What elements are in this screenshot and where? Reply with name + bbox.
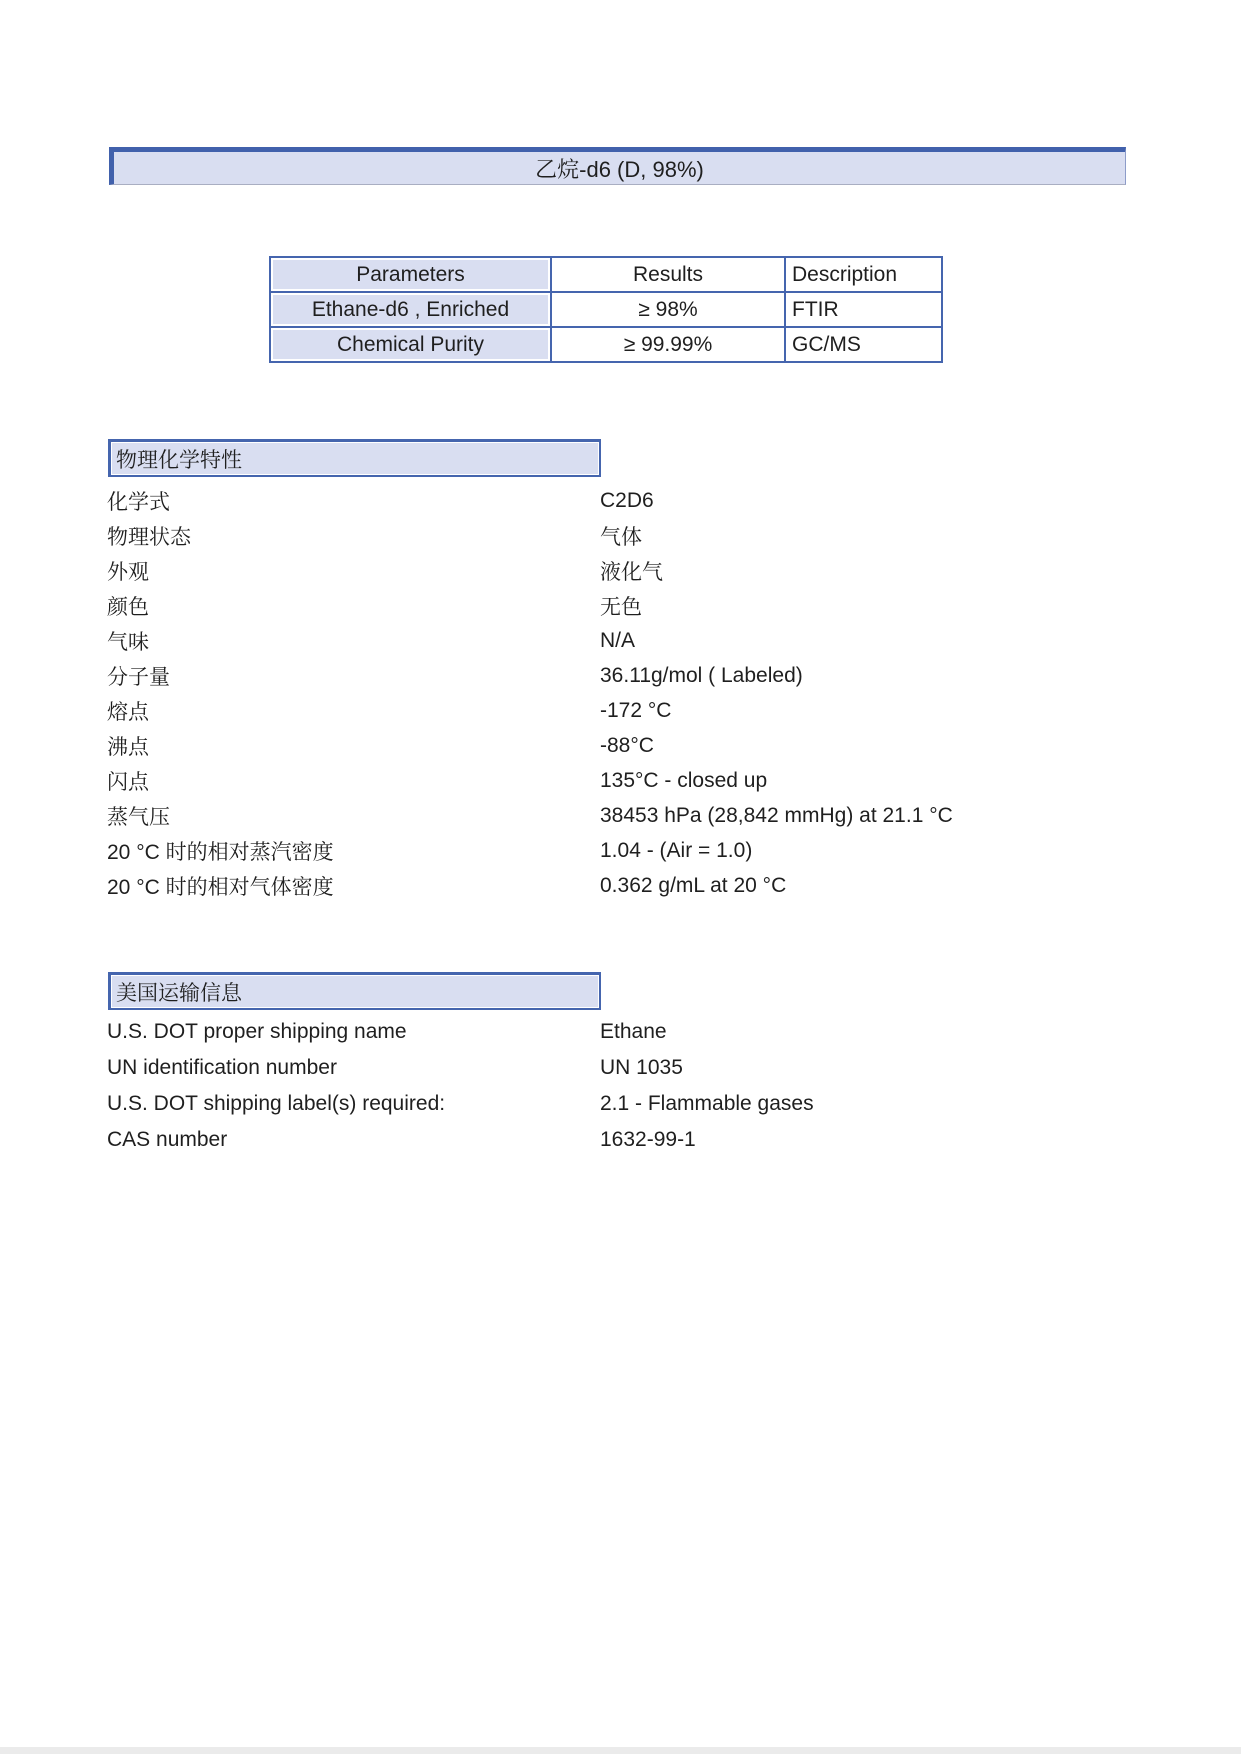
property-value: 无色 xyxy=(600,595,642,619)
property-value: UN 1035 xyxy=(600,1056,683,1079)
property-label: CAS number xyxy=(107,1128,228,1151)
property-label: 化学式 xyxy=(107,490,170,514)
section-header-physical-chemical xyxy=(108,439,601,477)
property-value: 气体 xyxy=(600,525,642,549)
property-value: Ethane xyxy=(600,1020,667,1043)
qc-header-row xyxy=(270,257,942,292)
section-header-us-transport xyxy=(108,972,601,1010)
table-row xyxy=(270,327,942,362)
property-row xyxy=(107,483,1137,518)
property-value: 1.04 - (Air = 1.0) xyxy=(600,838,753,862)
property-label: U.S. DOT proper shipping name xyxy=(107,1020,407,1043)
qc-header-parameters: Parameters xyxy=(270,257,551,292)
property-label: U.S. DOT shipping label(s) required: xyxy=(107,1092,446,1115)
property-row xyxy=(107,833,1137,868)
property-label: 物理状态 xyxy=(107,525,191,549)
property-label: 外观 xyxy=(107,560,149,584)
property-value: C2D6 xyxy=(600,488,654,512)
property-value: 2.1 - Flammable gases xyxy=(600,1092,814,1115)
qc-header-results: Results xyxy=(551,257,785,292)
property-row xyxy=(107,588,1137,623)
property-row xyxy=(107,798,1137,833)
property-row xyxy=(107,693,1137,728)
qc-cell-parameter: Ethane-d6 , Enriched xyxy=(270,292,551,327)
property-row xyxy=(107,1086,1137,1122)
qc-table xyxy=(269,256,943,363)
property-label: 颜色 xyxy=(107,595,149,619)
property-row xyxy=(107,868,1137,903)
property-value: 液化气 xyxy=(600,560,663,584)
us-transport-rows xyxy=(107,1014,1137,1158)
property-value: 135°C - closed up xyxy=(600,768,768,792)
property-row xyxy=(107,553,1137,588)
property-row xyxy=(107,1014,1137,1050)
qc-cell-result: ≥ 99.99% xyxy=(551,327,785,362)
property-value: 38453 hPa (28,842 mmHg) at 21.1 °C xyxy=(600,803,953,827)
property-label: 20 °C 时的相对气体密度 xyxy=(107,875,334,899)
qc-cell-parameter: Chemical Purity xyxy=(270,327,551,362)
physical-chemical-rows xyxy=(107,483,1137,903)
property-row xyxy=(107,623,1137,658)
property-value: 36.11g/mol ( Labeled) xyxy=(600,663,803,687)
property-value: -172 °C xyxy=(600,698,672,722)
property-label: 气味 xyxy=(107,630,149,654)
property-value: N/A xyxy=(600,628,636,652)
document-title-bar xyxy=(109,147,1126,185)
page-bottom-edge xyxy=(0,1747,1241,1754)
property-label: 分子量 xyxy=(107,665,170,689)
table-row xyxy=(270,292,942,327)
qc-cell-description: FTIR xyxy=(785,292,942,327)
page-title: 乙烷-d6 (D, 98%) xyxy=(535,156,704,182)
property-row xyxy=(107,518,1137,553)
property-label: 闪点 xyxy=(107,770,149,794)
property-row xyxy=(107,728,1137,763)
property-row xyxy=(107,658,1137,693)
section-title: 物理化学特性 xyxy=(116,448,242,472)
section-title: 美国运输信息 xyxy=(116,981,242,1005)
property-row xyxy=(107,1122,1137,1158)
property-row xyxy=(107,763,1137,798)
property-label: 熔点 xyxy=(107,700,149,724)
property-label: 蒸气压 xyxy=(107,805,170,829)
property-row xyxy=(107,1050,1137,1086)
property-label: 20 °C 时的相对蒸汽密度 xyxy=(107,840,334,864)
qc-header-description: Description xyxy=(785,257,942,292)
property-value: 1632-99-1 xyxy=(600,1128,696,1151)
property-value: 0.362 g/mL at 20 °C xyxy=(600,873,787,897)
property-value: -88°C xyxy=(600,733,654,757)
qc-cell-description: GC/MS xyxy=(785,327,942,362)
qc-cell-result: ≥ 98% xyxy=(551,292,785,327)
property-label: 沸点 xyxy=(107,735,149,759)
property-label: UN identification number xyxy=(107,1056,337,1079)
